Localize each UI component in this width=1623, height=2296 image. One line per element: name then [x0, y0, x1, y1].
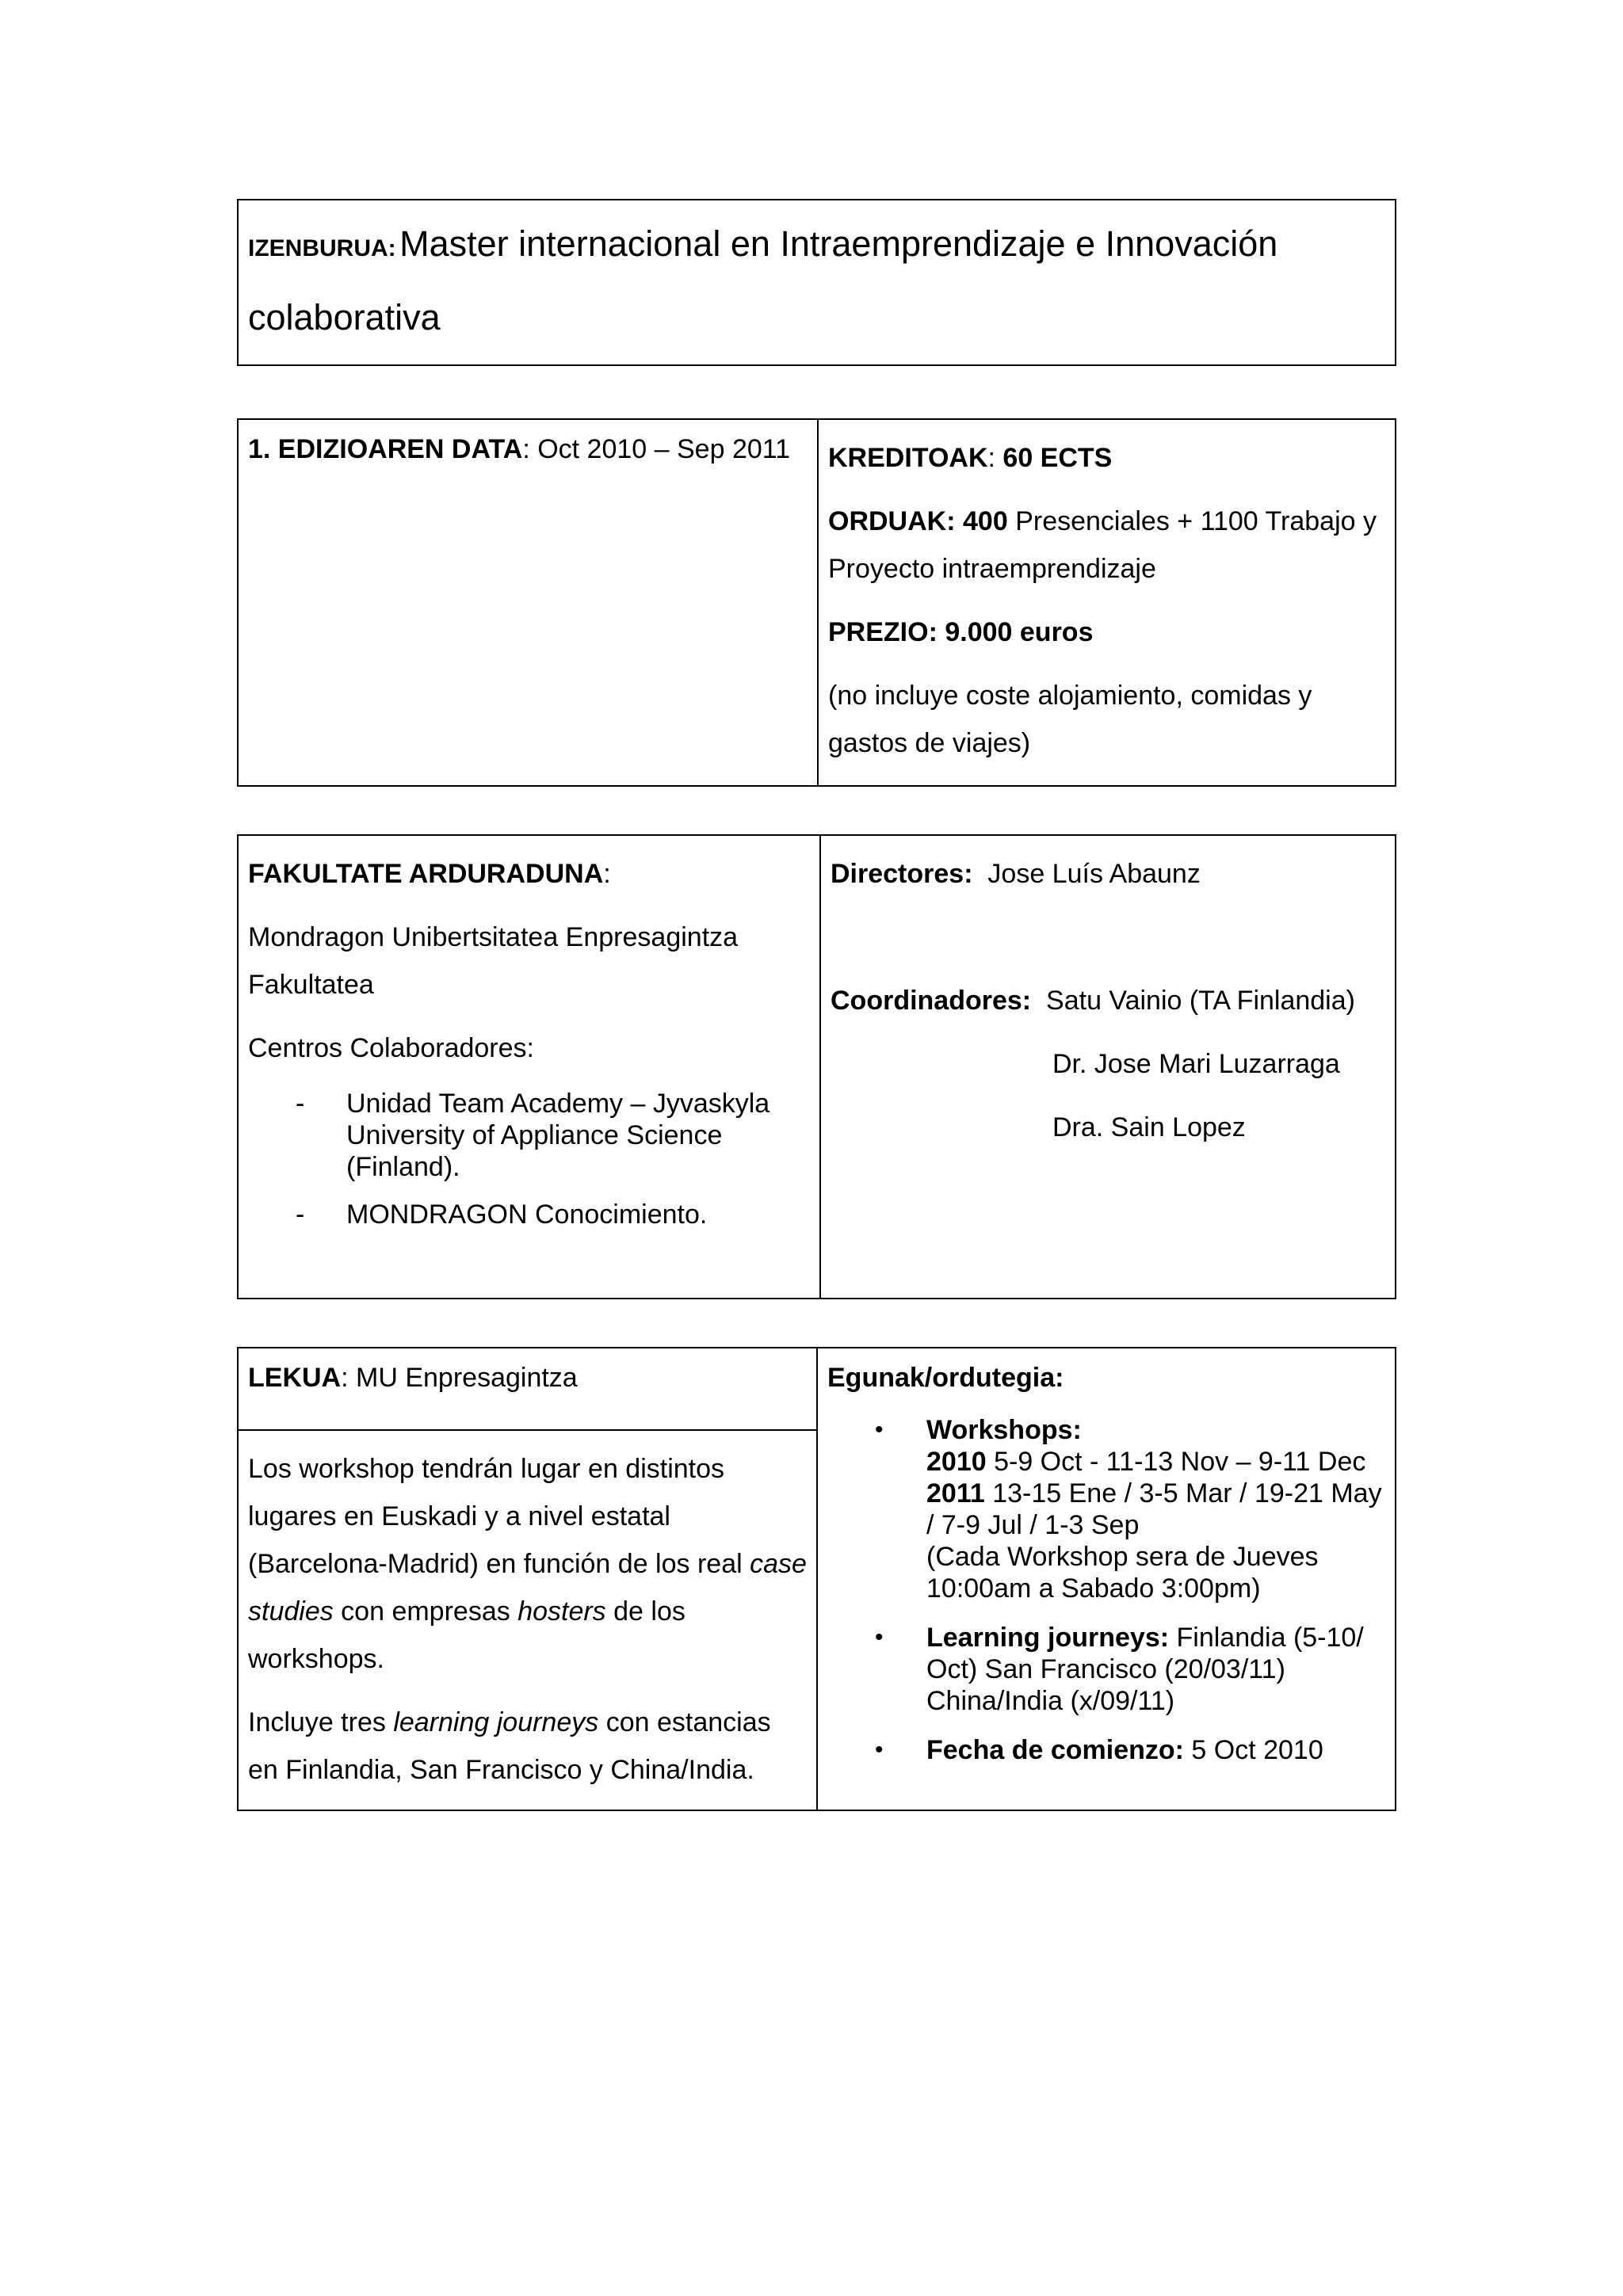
location-header-cell: LEKUA: MU Enpresagintza [248, 1363, 578, 1393]
location-schedule-table [237, 1347, 1396, 1811]
credits-value: 60 ECTS [1002, 443, 1113, 473]
title-text-line1: Master internacional en Intraemprendizaje e Innovación [399, 223, 1278, 264]
hours-text: Presenciales + 1100 Trabajo y Proyecto intraemprendizaje [828, 506, 1377, 584]
location-value: MU Enpresagintza [356, 1363, 578, 1393]
hours-label: ORDUAK: [828, 506, 956, 536]
faculty-cell: FAKULTATE ARDURADUNA: Mondragon Unibertsitatea Enpresagintza Fakultatea Centros Colaboradores: - Unidad Team Academy – Jyvaskyla University of Appliance Science (Finland). - MONDRAGON Conocimiento. [248, 850, 803, 1246]
schedule-cell [827, 1363, 1390, 1783]
collab-label: Centros Colaboradores: [248, 1033, 534, 1063]
bullet-icon: • [875, 1737, 884, 1763]
list-item: - Unidad Team Academy – Jyvaskyla University of Appliance Science (Finland). [296, 1089, 770, 1182]
location-paragraph-1: Los workshop tendrán lugar en distintos lugares en Euskadi y a nivel estatal (Barcelona-Madrid) en función de los real case studies con empresas hosters de los workshops. [248, 1454, 807, 1674]
title-label: IZENBURUA [248, 235, 388, 261]
bullet-icon: • [875, 1624, 884, 1650]
faculty-directors-table [237, 834, 1396, 1299]
coordinator-3: Dra. Sain Lopez [1052, 1112, 1246, 1142]
edition-label: 1. EDIZIOAREN DATA [248, 434, 523, 464]
edition-value: Oct 2010 – Sep 2011 [537, 434, 791, 464]
price-value: 9.000 euros [945, 617, 1094, 647]
coordinator-2: Dr. Jose Mari Luzarraga [1052, 1049, 1340, 1079]
list-item: - MONDRAGON Conocimiento. [296, 1199, 708, 1230]
column-divider [816, 1348, 818, 1810]
location-description-cell [248, 1445, 807, 1810]
location-paragraph-2: Incluye tres learning journeys con estancias en Finlandia, San Francisco y China/India. [248, 1707, 771, 1785]
title-text-line2: colaborativa [248, 297, 441, 338]
faculty-name: Mondragon Unibertsitatea Enpresagintza Fakultatea [248, 922, 739, 1000]
edition-cell: 1. EDIZIOAREN DATA: Oct 2010 – Sep 2011 [248, 434, 791, 464]
hours-value: 400 [963, 506, 1008, 536]
row-divider [239, 1429, 818, 1431]
title-box [237, 199, 1396, 366]
column-divider [817, 420, 819, 785]
directors-value: Jose Luís Abaunz [987, 859, 1201, 889]
column-divider [819, 836, 821, 1298]
coordinators-label: Coordinadores: [831, 986, 1032, 1016]
price-label: PREZIO: [828, 617, 938, 647]
coordinator-1: Satu Vainio (TA Finlandia) [1046, 986, 1355, 1016]
location-label: LEKUA [248, 1363, 342, 1393]
list-item: • Workshops: 2010 5-9 Oct - 11-13 Nov – 9-11 Dec 2011 13-15 Ene / 3-5 Mar / 19-21 May / 7-9 Jul / 1-3 Sep (Cada Workshop sera de Jueves 10:00am a Sabado 3:00pm) [875, 1415, 1382, 1604]
edition-credits-table [237, 418, 1396, 787]
list-item: • Fecha de comienzo: 5 Oct 2010 [875, 1735, 1323, 1765]
directors-cell [831, 850, 1385, 1151]
price-note: (no incluye coste alojamiento, comidas y gastos de viajes) [828, 681, 1312, 758]
bullet-icon: • [875, 1417, 884, 1443]
title-colon: : [388, 235, 396, 261]
credits-cell: KREDITOAK: 60 ECTS ORDUAK: 400 Presenciales + 1100 Trabajo y Proyecto intraemprendizaje PREZIO: 9.000 euros (no incluye coste alojamiento, comidas y gastos de viajes) [828, 434, 1383, 783]
schedule-list [827, 1414, 1390, 1766]
credits-label: KREDITOAK [828, 443, 988, 473]
schedule-label: Egunak/ordutegia: [827, 1363, 1064, 1393]
directors-label: Directores: [831, 859, 973, 889]
collab-list [248, 1088, 803, 1230]
faculty-label: FAKULTATE ARDURADUNA [248, 859, 604, 889]
list-item: • Learning journeys: Finlandia (5-10/ Oct) San Francisco (20/03/11) China/India (x/09/11) [875, 1623, 1364, 1716]
coordinators-row [831, 977, 1385, 1151]
